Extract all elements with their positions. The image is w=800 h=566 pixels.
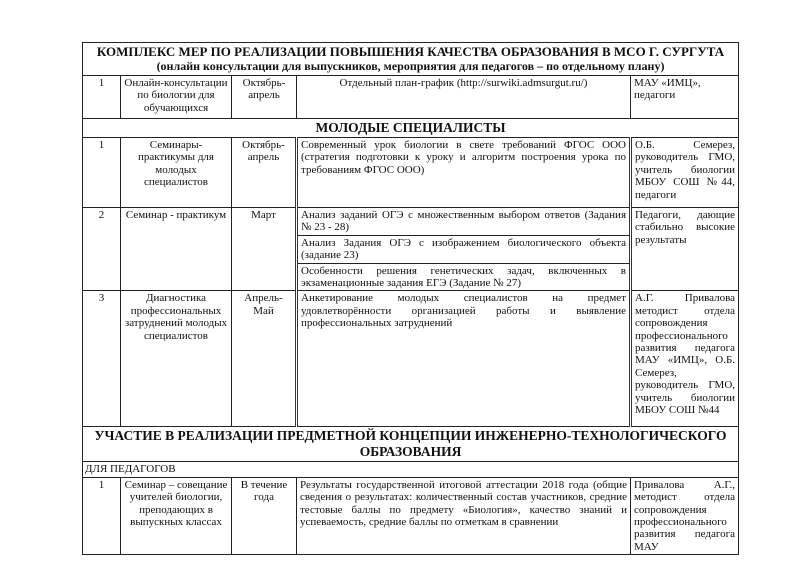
- row-number: 2: [83, 208, 121, 291]
- content-cell: Результаты государственной итоговой аттестации 2018 года (общие сведения о результатах: количественный состав участников, средние тестовые баллы по предмету «Биология», качество знаний и успеваемость, средние баллы по отметкам в сравнении: [297, 477, 631, 554]
- content-cell: Анализ заданий ОГЭ с множественным выбором ответов (Задания № 23 - 28): [297, 208, 631, 236]
- document-title: [83, 43, 739, 76]
- section-title: УЧАСТИЕ В РЕАЛИЗАЦИИ ПРЕДМЕТНОЙ КОНЦЕПЦИИ ИНЖЕНЕРНО-ТЕХНОЛОГИЧЕСКОГО ОБРАЗОВАНИЯ: [83, 427, 739, 462]
- period-cell: В течение года: [232, 477, 297, 554]
- content-cell: Анализ Задания ОГЭ с изображением биологического объекта (задание 23): [297, 235, 631, 263]
- subheading: ДЛЯ ПЕДАГОГОВ: [83, 462, 739, 477]
- table-row: [83, 477, 739, 554]
- row-number: 1: [83, 138, 121, 208]
- section-header-row: [83, 119, 739, 138]
- measures-table: [82, 42, 739, 555]
- responsible-cell: О.Б. Семерез, руководитель ГМО, учитель биологии МБОУ СОШ №44, педагоги: [631, 138, 739, 208]
- table-row: [83, 138, 739, 208]
- event-cell: Онлайн-консультации по биологии для обучающихся: [121, 76, 232, 119]
- title-row: [83, 43, 739, 76]
- content-cell: Анкетирование молодых специалистов на предмет удовлетворённости организацией работы и выявление профессиональных затруднений: [297, 291, 631, 427]
- event-cell: Семинары-практикумы для молодых специалистов: [121, 138, 232, 208]
- event-cell: Семинар - практикум: [121, 208, 232, 291]
- period-cell: Апрель-Май: [232, 291, 297, 427]
- event-cell: Диагностика профессиональных затруднений молодых специалистов: [121, 291, 232, 427]
- event-cell: Семинар – совещание учителей биологии, преподающих в выпускных классах: [121, 477, 232, 554]
- table-row: [83, 208, 739, 236]
- row-number: 3: [83, 291, 121, 427]
- content-cell: Современный урок биологии в свете требований ФГОС ООО (стратегия подготовки к уроку и алгоритм построения урока по требованиям ФГОС ООО): [297, 138, 631, 208]
- section-title: МОЛОДЫЕ СПЕЦИАЛИСТЫ: [83, 119, 739, 138]
- period-cell: Октябрь-апрель: [232, 138, 297, 208]
- period-cell: Март: [232, 208, 297, 291]
- content-cell: Особенности решения генетических задач, включенных в экзаменационные задания ЕГЭ (Задание № 27): [297, 263, 631, 291]
- subtitle-text: (онлайн консультации для выпускников, мероприятия для педагогов – по отдельному плану): [156, 59, 665, 73]
- section-header-row: [83, 427, 739, 462]
- subheading-row: [83, 462, 739, 477]
- table-row: [83, 291, 739, 427]
- row-number: 1: [83, 76, 121, 119]
- responsible-cell: А.Г. Привалова методист отдела сопровождения профессионального развития педагога МАУ «ИМЦ», О.Б. Семерез, руководитель ГМО, учитель биологии МБОУ СОШ №44: [631, 291, 739, 427]
- responsible-cell: МАУ «ИМЦ», педагоги: [631, 76, 739, 119]
- responsible-cell: Привалова А.Г., методист отдела сопровождения профессионального развития педагога МАУ: [631, 477, 739, 554]
- period-cell: Октябрь-апрель: [232, 76, 297, 119]
- content-cell: Отдельный план-график (http://surwiki.admsurgut.ru/): [297, 76, 631, 119]
- responsible-cell: Педагоги, дающие стабильно высокие результаты: [631, 208, 739, 291]
- table-row: [83, 76, 739, 119]
- row-number: 1: [83, 477, 121, 554]
- title-text: КОМПЛЕКС МЕР ПО РЕАЛИЗАЦИИ ПОВЫШЕНИЯ КАЧЕСТВА ОБРАЗОВАНИЯ В МСО Г. СУРГУТА: [96, 44, 725, 59]
